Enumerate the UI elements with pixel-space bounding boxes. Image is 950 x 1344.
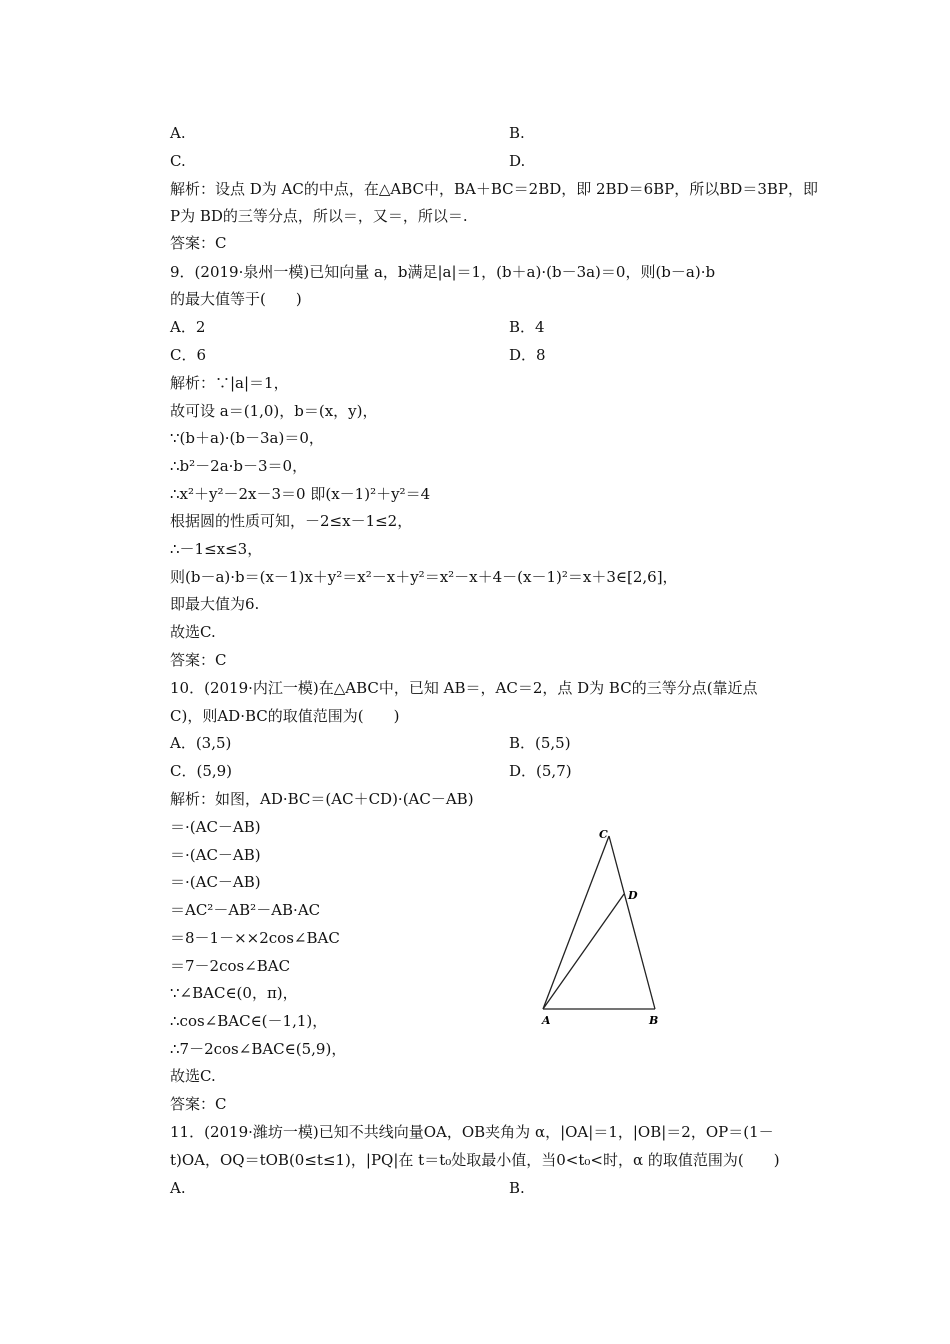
q9-solution-line: ∴－1≤x≤3， <box>170 540 263 558</box>
q9-solution-line: 根据圆的性质可知，－2≤x－1≤2， <box>170 512 413 530</box>
q10-solution-line: ＝AC²－AB²－AB·AC <box>170 901 321 919</box>
q9-stem-line-1: 9．(2019·泉州一模)已知向量 a，b满足|a|＝1，(b＋a)·(b－3a)＝0，则(b－a)·b <box>170 263 716 281</box>
q8-answer: 答案：C <box>170 234 227 252</box>
q10-solution-line: ＝·(AC－AB) <box>170 873 261 891</box>
vertex-label-b: B <box>649 1014 659 1027</box>
segment-ac <box>543 836 609 1009</box>
q8-option-b: B. <box>509 124 525 142</box>
q10-option-d: D．(5,7) <box>509 762 572 780</box>
q9-solution-line: ∴b²－2a·b－3＝0， <box>170 457 308 475</box>
q11-stem-line-2: t)OA，OQ＝tOB(0≤t≤1)，|PQ|在 t＝t₀处取最小值，当0<t₀<时，α 的取值范围为( ) <box>170 1151 780 1169</box>
q9-stem-line-2: 的最大值等于( ) <box>170 290 302 308</box>
q10-solution-line: ∵∠BAC∈(0，π)， <box>170 984 298 1002</box>
vertex-label-a: A <box>542 1014 551 1027</box>
q9-option-c: C．6 <box>170 346 207 364</box>
q10-stem-line-2: C)，则AD·BC的取值范围为( ) <box>170 707 400 725</box>
q9-option-d: D．8 <box>509 346 546 364</box>
q8-option-a: A. <box>170 124 186 142</box>
q10-solution-line: ∴cos∠BAC∈(－1,1)， <box>170 1012 328 1030</box>
q10-option-c: C．(5,9) <box>170 762 233 780</box>
q8-analysis-line-2: P为 BD的三等分点，所以＝，又＝，所以＝. <box>170 207 468 225</box>
q10-option-b: B．(5,5) <box>509 734 571 752</box>
q10-answer: 答案：C <box>170 1095 227 1113</box>
q10-solution-line: 故选C. <box>170 1067 216 1085</box>
segment-cb <box>609 836 655 1009</box>
q8-option-c: C. <box>170 152 186 170</box>
q8-analysis-line-1: 解析：设点 D为 AC的中点，在△ABC中，BA＋BC＝2BD，即 2BD＝6BP，所以BD＝3BP，即 <box>170 180 818 198</box>
q10-solution-line: ∴7－2cos∠BAC∈(5,9)， <box>170 1040 347 1058</box>
q9-solution-line: ∴x²＋y²－2x－3＝0 即(x－1)²＋y²＝4 <box>170 485 431 503</box>
q9-solution-line: 故可设 a＝(1,0)，b＝(x，y)， <box>170 402 378 420</box>
q9-answer: 答案：C <box>170 651 227 669</box>
q10-solution-line: ＝8－1－××2cos∠BAC <box>170 929 340 947</box>
vertex-label-c: C <box>599 828 608 841</box>
q11-option-b: B. <box>509 1179 525 1197</box>
q11-option-a: A. <box>170 1179 186 1197</box>
vertex-label-d: D <box>628 889 638 902</box>
q9-solution-line: 即最大值为6. <box>170 595 260 613</box>
q9-solution-line: 故选C. <box>170 623 216 641</box>
q10-solution-line: ＝·(AC－AB) <box>170 846 261 864</box>
q9-solution-line: 解析：∵|a|＝1， <box>170 374 289 392</box>
q10-solution-line: ＝7－2cos∠BAC <box>170 957 291 975</box>
q10-solution-line: ＝·(AC－AB) <box>170 818 261 836</box>
q9-solution-line: 则(b－a)·b＝(x－1)x＋y²＝x²－x＋y²＝x²－x＋4－(x－1)²＝x＋3∈[2,6]， <box>170 568 678 586</box>
q10-solution-line: 解析：如图，AD·BC＝(AC＋CD)·(AC－AB) <box>170 790 474 808</box>
segment-ad <box>543 894 624 1009</box>
q8-option-d: D. <box>509 152 526 170</box>
triangle-figure <box>530 822 670 1032</box>
q10-option-a: A．(3,5) <box>170 734 232 752</box>
q10-stem-line-1: 10．(2019·内江一模)在△ABC中，已知 AB＝，AC＝2，点 D为 BC的三等分点(靠近点 <box>170 679 758 697</box>
q9-option-a: A．2 <box>170 318 206 336</box>
q9-solution-line: ∵(b＋a)·(b－3a)＝0， <box>170 429 324 447</box>
q9-option-b: B．4 <box>509 318 545 336</box>
q11-stem-line-1: 11．(2019·潍坊一模)已知不共线向量OA，OB夹角为 α，|OA|＝1，|OB|＝2，OP＝(1－ <box>170 1123 774 1141</box>
